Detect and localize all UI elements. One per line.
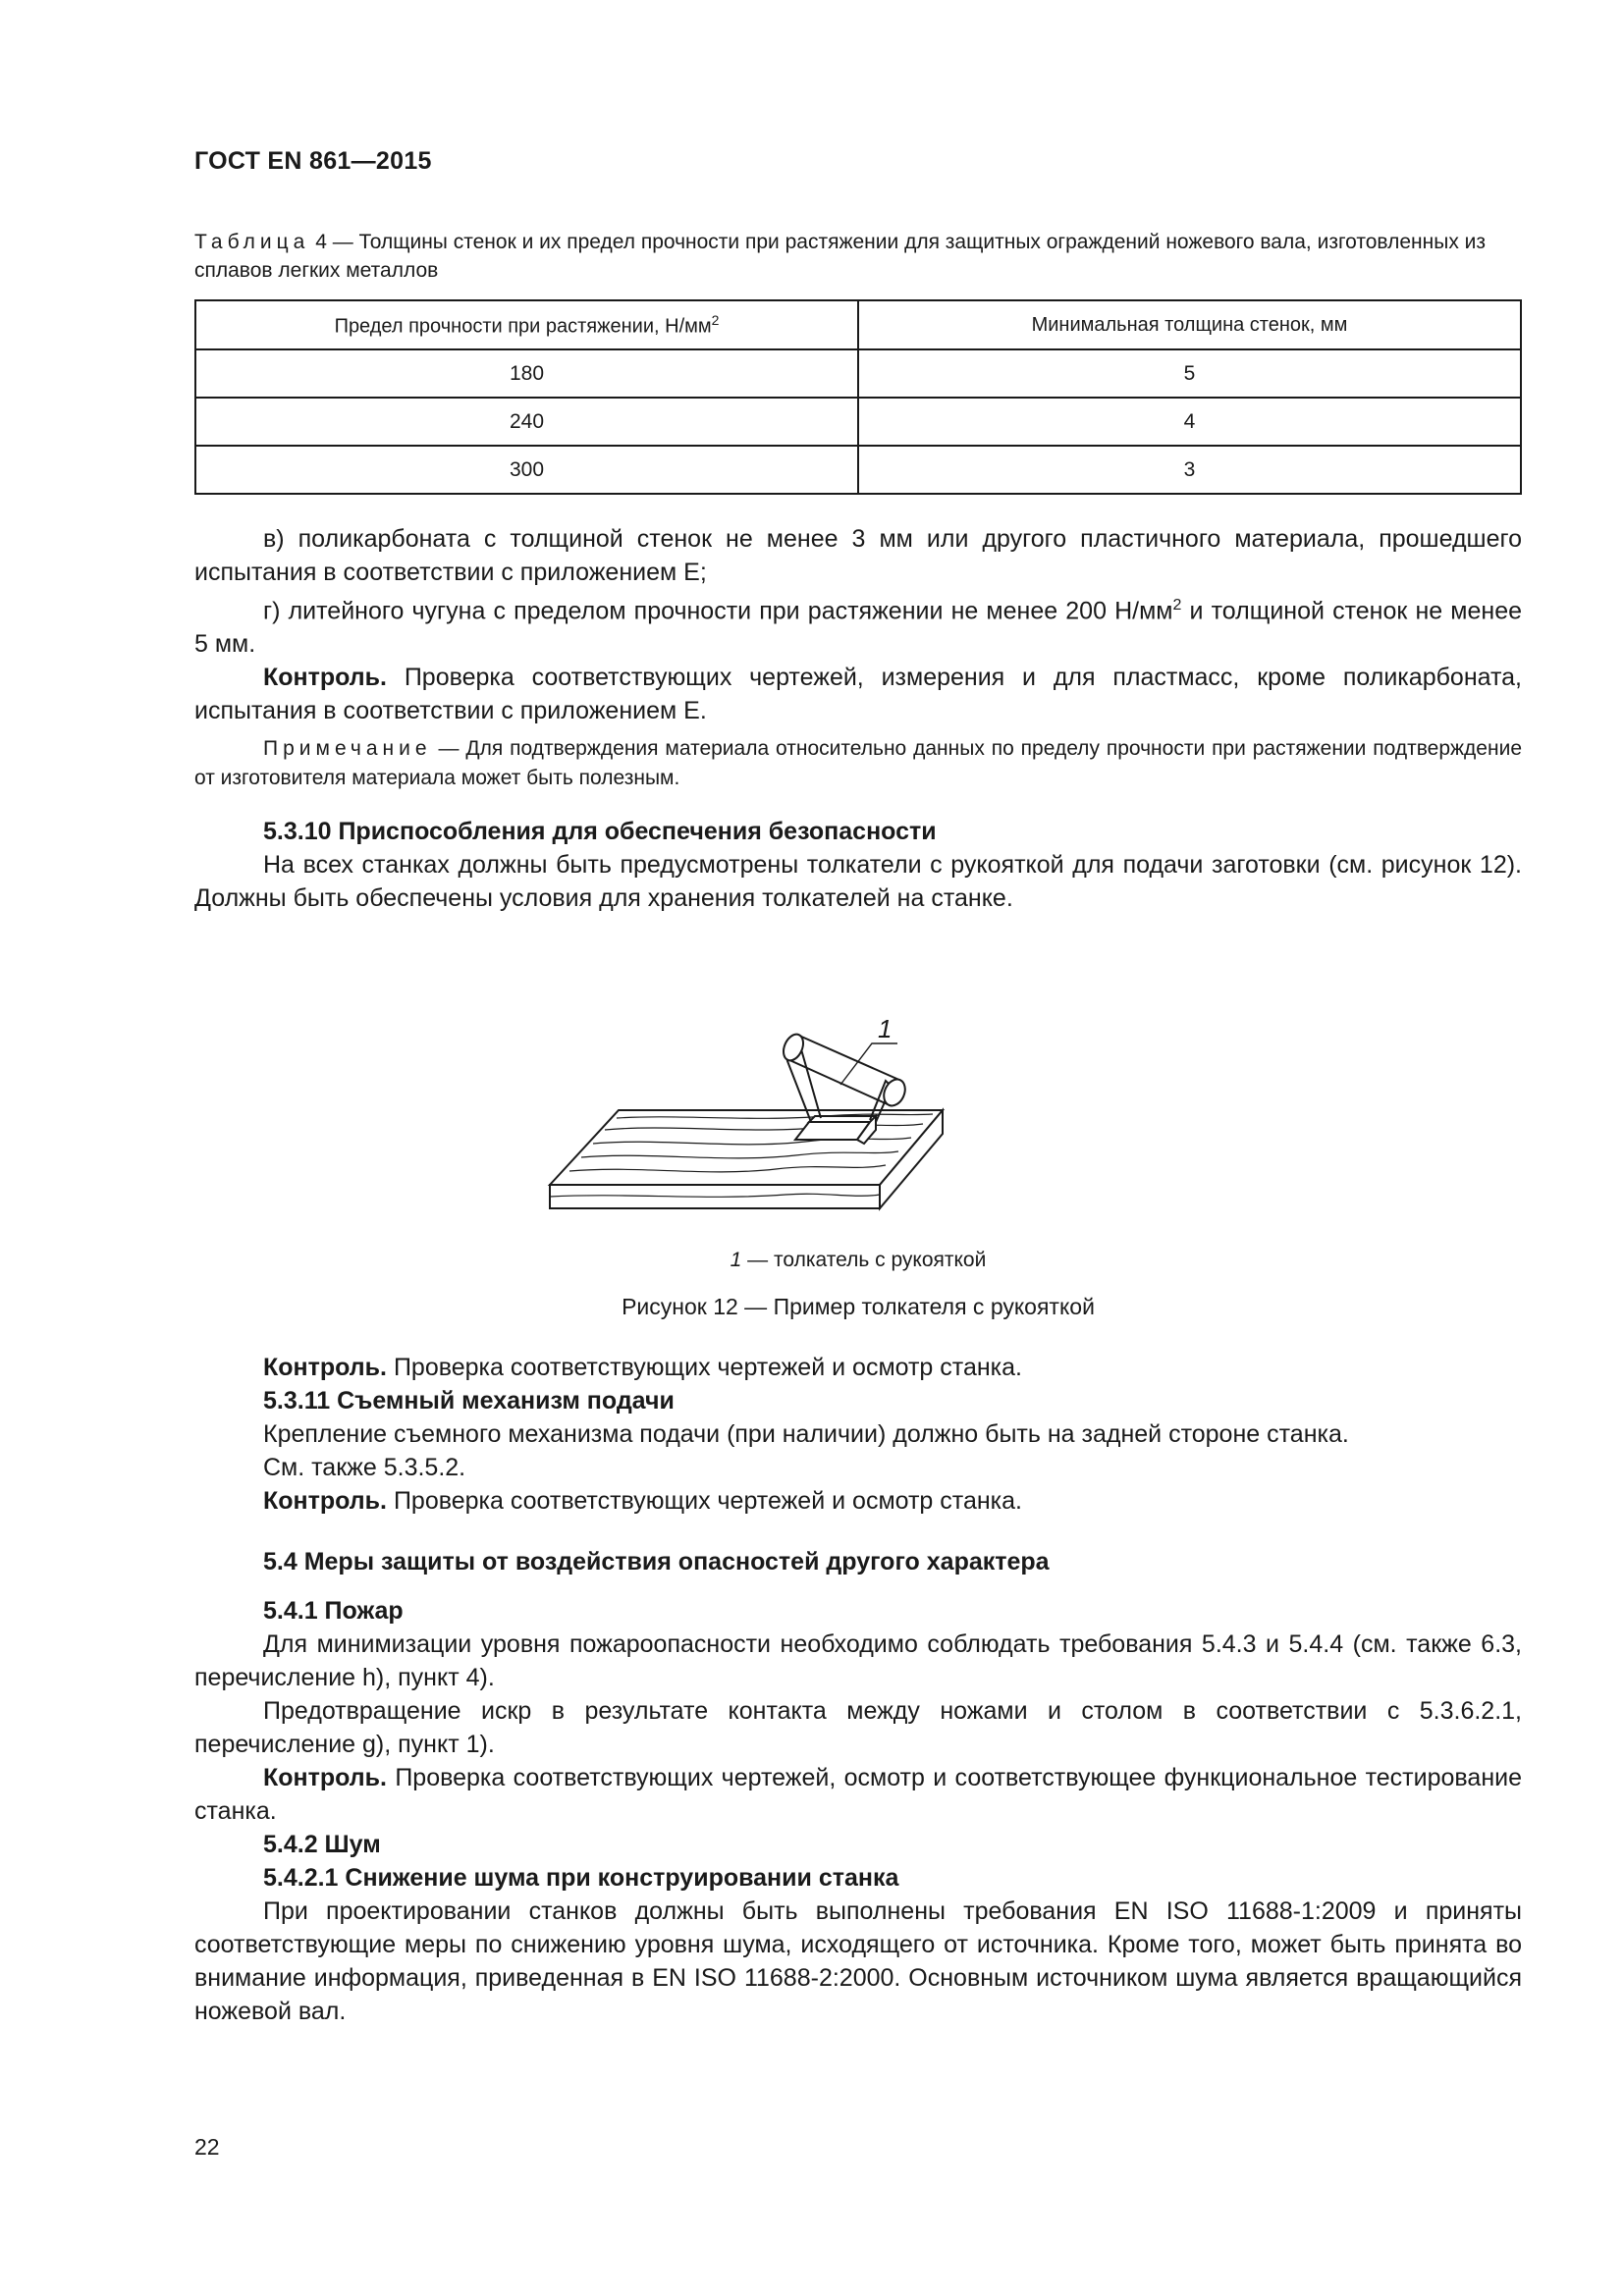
page-number: 22 bbox=[194, 2134, 220, 2160]
legend-number: 1 bbox=[730, 1249, 742, 1271]
table-caption bbox=[194, 228, 1520, 285]
note-text: — Для подтверждения материала относительно данных по пределу прочности при растяжении подтверждение от изготовителя материала может быть полезным. bbox=[194, 737, 1522, 789]
table-caption-text: — Толщины стенок и их предел прочности при растяжении для защитных ограждений ножевого вала, изготовленных из сплавов легких металлов bbox=[194, 231, 1487, 282]
control-paragraph: Контроль. Проверка соответствующих чертежей и осмотр станка. bbox=[263, 1354, 1022, 1381]
table-row bbox=[195, 398, 1521, 446]
callout-number: 1 bbox=[878, 1014, 893, 1043]
heading-5-3-11: 5.3.11 Съемный механизм подачи bbox=[263, 1387, 675, 1415]
section-5-4-1 bbox=[194, 1594, 1522, 2028]
strength-cell: 180 bbox=[195, 349, 858, 398]
control-paragraph: Контроль. Проверка соответствующих чертежей, осмотр и соответствующее функциональное тестирование станка. bbox=[194, 1764, 1522, 1825]
figure-legend bbox=[194, 1249, 1522, 1272]
section-5-3-10 bbox=[194, 815, 1522, 915]
table-caption-number: 4 bbox=[315, 231, 327, 253]
pusher-figure bbox=[530, 967, 1178, 1222]
col-strength-header: Предел прочности при растяжении, $Н/мм^2$ bbox=[195, 300, 858, 349]
heading-5-4: 5.4 Меры защиты от воздействия опасностей другого характера bbox=[263, 1548, 1050, 1575]
list-item-g: г) литейного чугуна с пределом прочности при растяжении не менее 200 $Н/мм^2$ и толщиной стенок не менее 5 мм. bbox=[194, 597, 1523, 659]
heading-5-3-10: 5.3.10 Приспособления для обеспечения безопасности bbox=[263, 818, 937, 845]
section-5-3-11 bbox=[194, 1351, 1522, 1518]
thickness-cell: 4 bbox=[858, 398, 1521, 446]
note-label: Примечание bbox=[263, 737, 432, 760]
control-paragraph: Контроль. Проверка соответствующих чертежей и осмотр станка. bbox=[263, 1487, 1022, 1515]
board-top bbox=[550, 1110, 943, 1185]
section-5-4 bbox=[194, 1545, 1522, 1578]
control-paragraph: Контроль. Проверка соответствующих чертежей, измерения и для пластмасс, кроме поликарбоната, испытания в соответствии с приложением Е. bbox=[194, 664, 1522, 725]
table-caption-label: Таблица bbox=[194, 231, 310, 253]
thickness-cell: 5 bbox=[858, 349, 1521, 398]
legend-text: — толкатель с рукояткой bbox=[741, 1249, 987, 1271]
strength-cell: 300 bbox=[195, 446, 858, 494]
figure-caption: Рисунок 12 — Пример толкателя с рукояткой bbox=[622, 1294, 1095, 1319]
table-header-row bbox=[195, 300, 1521, 349]
callout-leader bbox=[840, 1043, 897, 1085]
heading-5-4-1: 5.4.1 Пожар bbox=[263, 1597, 404, 1625]
list-items-block bbox=[194, 522, 1522, 727]
table-row bbox=[195, 446, 1521, 494]
paragraph-5-4-1a: Для минимизации уровня пожароопасности необходимо соблюдать требования 5.4.3 и 5.4.4 (см. также 6.3, перечисление h), пункт 4). bbox=[194, 1630, 1522, 1691]
note-paragraph bbox=[194, 734, 1522, 793]
paragraph-5-3-10: На всех станках должны быть предусмотрены толкатели с рукояткой для подачи заготовки (см. рисунок 12). Должны быть обеспечены условия для хранения толкателей на станке. bbox=[194, 851, 1522, 912]
heading-5-4-2: 5.4.2 Шум bbox=[263, 1831, 381, 1858]
col-thickness-header: Минимальная толщина стенок, мм bbox=[858, 300, 1521, 349]
thickness-cell: 3 bbox=[858, 446, 1521, 494]
paragraph-5-4-2-1: При проектировании станков должны быть выполнены требования EN ISO 11688-1:2009 и приняты соответствующие меры по снижению уровня шума, исходящего от источника. Кроме того, может быть принята во внимание информация, приведенная в EN ISO 11688-2:2000. Основным источником шума является вращающийся ножевой вал. bbox=[194, 1897, 1522, 2025]
document-header: ГОСТ EN 861—2015 bbox=[194, 147, 432, 175]
paragraph-5-3-11a: Крепление съемного механизма подачи (при наличии) должно быть на задней стороне станка. bbox=[263, 1420, 1349, 1448]
strength-thickness-table bbox=[194, 299, 1522, 495]
heading-5-4-2-1: 5.4.2.1 Снижение шума при конструировании станка bbox=[263, 1864, 899, 1892]
paragraph-5-4-1b: Предотвращение искр в результате контакта между ножами и столом в соответствии с 5.3.6.2.1, перечисление g), пункт 1). bbox=[194, 1697, 1522, 1758]
paragraph-5-3-11b: См. также 5.3.5.2. bbox=[263, 1454, 466, 1481]
strength-cell: 240 bbox=[195, 398, 858, 446]
table-row bbox=[195, 349, 1521, 398]
list-item-v: в) поликарбоната с толщиной стенок не менее 3 мм или другого пластичного материала, прошедшего испытания в соответствии с приложением Е; bbox=[194, 525, 1522, 586]
